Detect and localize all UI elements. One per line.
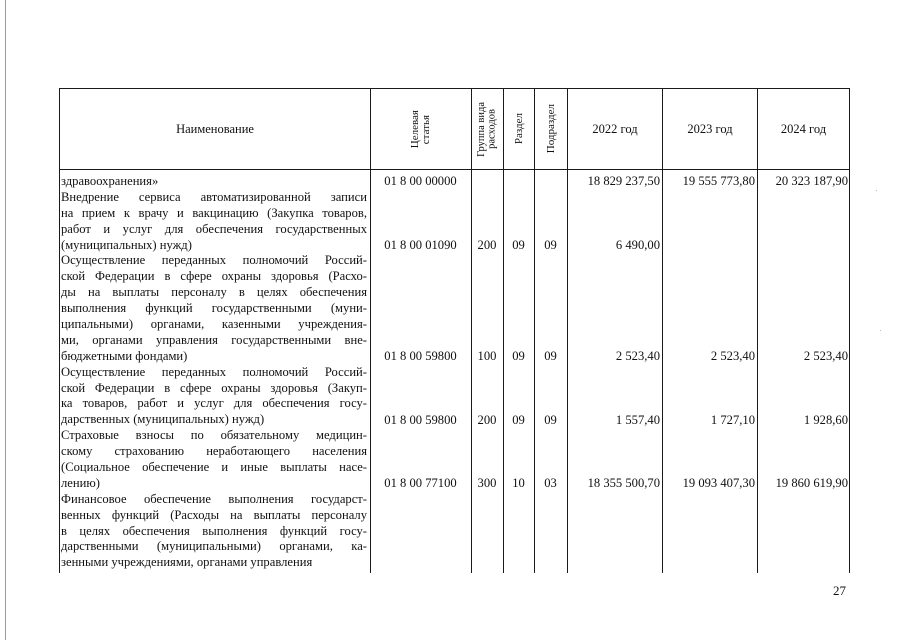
name-line: Осуществление переданных полномочий Россий- [61,253,367,268]
name-line: ципальными) органами, казенными учреждения- [61,317,367,332]
cell-y2024: 1 928,60 [803,412,848,427]
name-line: дарственными (муниципальными) органами, ка- [61,539,367,554]
scan-speck [880,330,881,331]
name-line: Финансовое обеспечение выполнения государст- [61,491,367,506]
cell-y2024: 19 860 619,90 [775,476,848,491]
cell-y2023: 19 555 773,80 [682,174,755,188]
cell-group: 100 [477,348,497,363]
cell-y2022: 2 523,40 [615,348,660,363]
cell-y2022: 18 355 500,70 [587,476,660,491]
cell-y2023: 2 523,40 [710,348,755,363]
header-target-line-2: статья [420,114,432,144]
col-rule-subsection [534,170,535,573]
page-left-edge [5,0,6,640]
header-section [503,88,534,170]
name-line: Внедрение сервиса автоматизированной записи [61,189,367,204]
name-line: ской Федерации в сфере охраны здоровья (Расхо- [61,269,367,284]
name-line: скому страхованию неработающего населения [61,444,367,459]
name-line: ской Федерации в сфере охраны здоровья (Закуп- [61,380,367,395]
header-2023 [662,88,757,170]
col-rule-section [503,170,504,573]
col-rule-target [370,170,371,573]
cell-target: 01 8 00 77100 [384,476,457,491]
header-group [471,88,503,170]
header-group-line-2: расходов [486,109,498,149]
cell-y2024: 2 523,40 [803,348,848,363]
cell-group: 300 [477,476,497,491]
col-rule-2024 [757,170,758,573]
header-section-label: Раздел [512,113,525,145]
name-line: ды на выплаты персоналу в целях обеспечения [61,285,367,300]
cell-y2022: 6 490,00 [615,237,660,252]
header-group-line-1: Группа вида [476,101,487,157]
header-name [59,88,370,170]
cell-target: 01 8 00 59800 [384,348,457,363]
cell-target: 01 8 00 59800 [384,412,457,427]
cell-group: 200 [477,237,497,252]
name-line: ми, органами управления государственными вне- [61,332,367,347]
name-line: бюджетными фондами) [61,348,188,363]
cell-subsection: 09 [544,348,557,363]
cell-y2022: 1 557,40 [615,412,660,427]
header-2023-label: 2023 год [687,121,733,136]
cell-y2023: 1 727,10 [710,412,755,427]
cell-subsection: 09 [544,237,557,252]
col-rule-right [849,170,850,573]
page-number: 27 [833,583,846,598]
header-group-label [477,102,498,157]
col-rule-name [59,170,60,573]
cell-target: 01 8 00 01090 [384,237,457,252]
col-rule-2022 [567,170,568,573]
name-line: на прием к врачу и вакцинацию (Закупка товаров, [61,205,367,220]
name-line: зенными учреждениями, органами управления [61,555,313,570]
name-line: (муниципальных) нужд) [61,237,192,252]
cell-subsection: 03 [544,476,557,491]
cell-y2023: 19 093 407,30 [682,476,755,491]
cell-y2022: 18 829 237,50 [587,174,660,188]
cell-section: 09 [512,237,525,252]
cell-subsection: 09 [544,412,557,427]
cell-target: 01 8 00 00000 [384,174,457,188]
name-line: Осуществление переданных полномочий Россий- [61,364,367,379]
header-subsection [534,88,567,170]
cell-group: 200 [477,412,497,427]
header-subsection-label: Подраздел [544,104,557,154]
name-line: Страховые взносы по обязательному медицин- [61,428,367,443]
header-target-label [410,110,432,148]
col-rule-2023 [662,170,663,573]
name-line: ка товаров, работ и услуг для обеспечения госу- [61,396,367,411]
header-2022 [567,88,662,170]
name-line: работ и услуг для обеспечения государственных [61,221,367,236]
cell-section: 09 [512,412,525,427]
header-2024-label: 2024 год [780,121,827,136]
budget-table [59,88,850,573]
name-line: дарственных (муниципальных) нужд) [61,412,265,427]
cell-section: 10 [512,476,525,491]
header-2024 [757,88,850,170]
name-line: выполнения функций государственными (муни- [61,301,367,316]
name-line: венных функций (Расходы на выплаты персоналу [61,507,367,522]
name-line: лению) [61,475,100,490]
name-line: здравоохранения» [61,174,159,188]
header-2022-label: 2022 год [592,121,638,136]
col-rule-group [471,170,472,573]
cell-section: 09 [512,348,525,363]
name-column-text [61,174,367,571]
scan-speck [876,190,877,191]
header-target-line-1: Целевая [409,109,421,149]
name-line: в целях обеспечения выполнения функций госу- [61,523,367,538]
header-target [370,88,471,170]
header-name-label: Наименование [176,121,254,136]
name-line: (Социальное обеспечение и иные выплаты насе- [61,460,367,475]
cell-y2024: 20 323 187,90 [775,174,848,188]
